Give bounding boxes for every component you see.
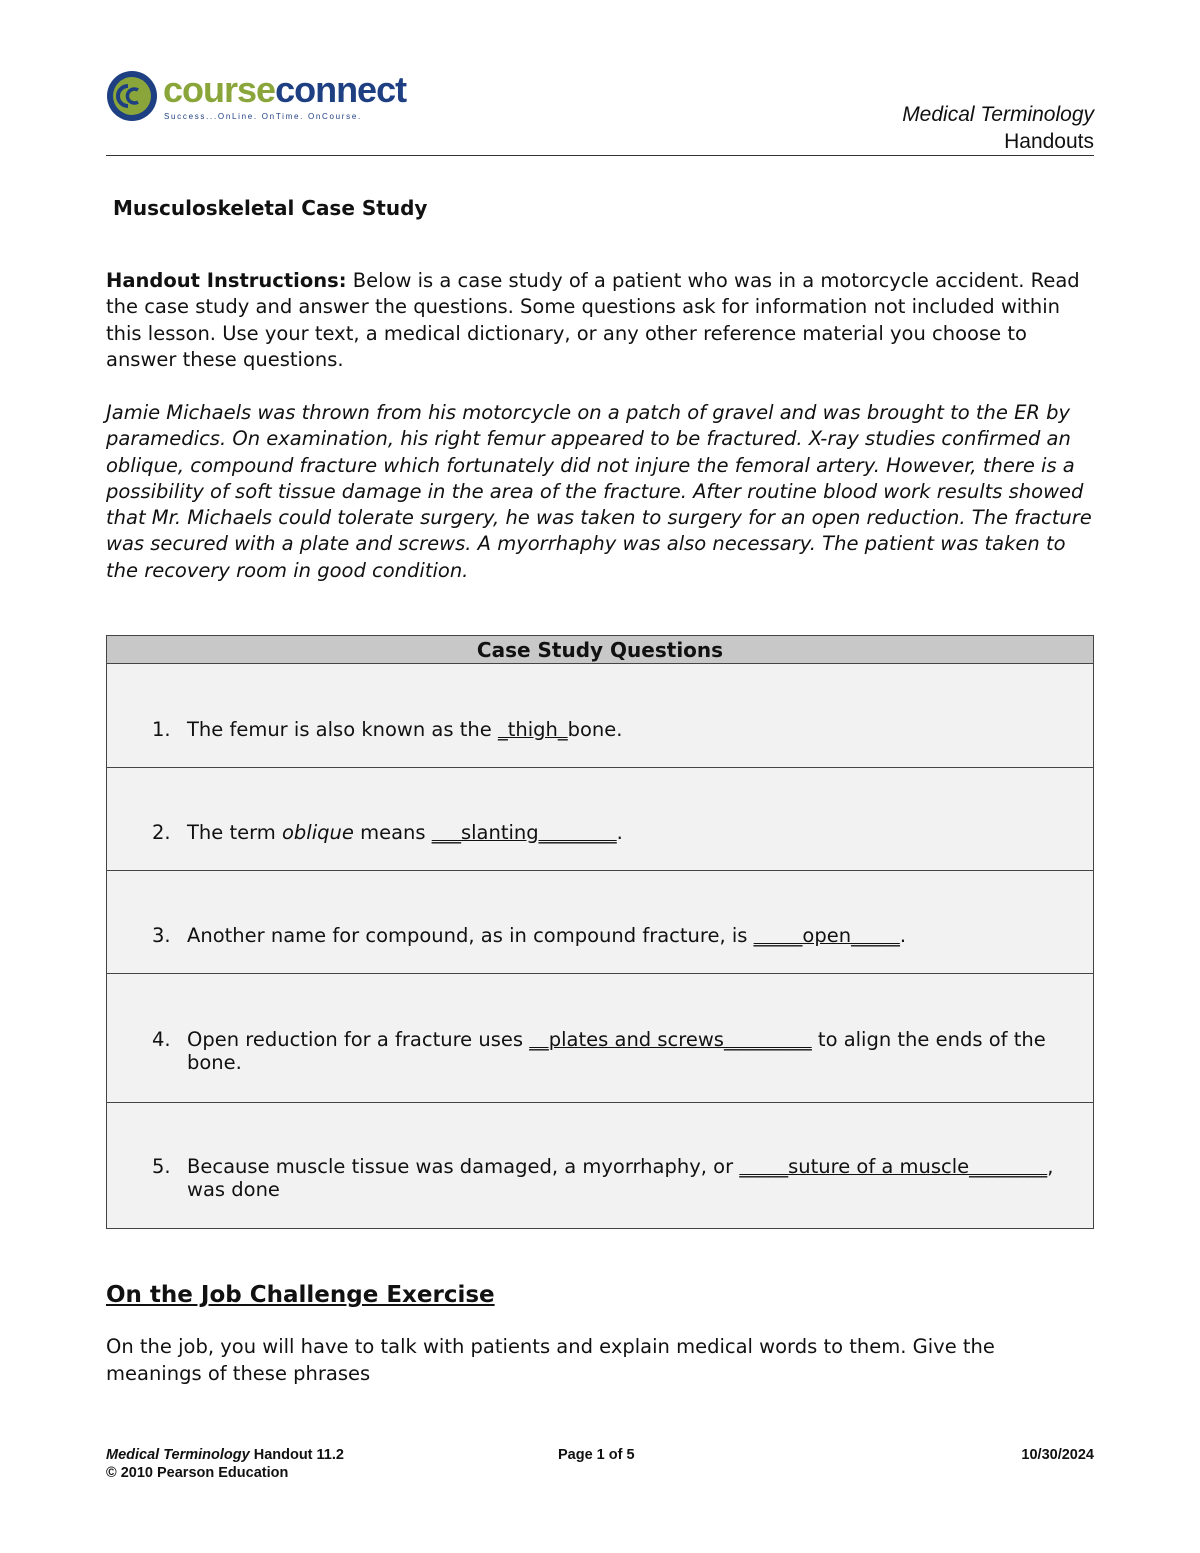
- question-text: The term oblique means ___slanting________.: [187, 821, 623, 844]
- question-text: Open reduction for a fracture uses __plates and screws_________ to align the ends of the bone.: [187, 1028, 1046, 1074]
- question-number: 3.: [152, 924, 171, 947]
- question-row-3: [107, 871, 1093, 974]
- answer-blank: _____suture of a muscle________: [739, 1155, 1048, 1178]
- question-row-2: [107, 768, 1093, 871]
- logo-wordmark: courseconnect: [163, 69, 407, 110]
- question-row-1: [107, 664, 1093, 768]
- question-text: The femur is also known as the _thigh_bone.: [187, 718, 623, 741]
- question-text: Another name for compound, as in compound fracture, is _____open_____.: [187, 924, 907, 947]
- footer-copyright: © 2010 Pearson Education: [106, 1465, 289, 1481]
- question-text: Because muscle tissue was damaged, a myorrhaphy, or _____suture of a muscle________, was done: [187, 1155, 1054, 1201]
- document-type: Handouts: [1004, 130, 1094, 153]
- question-number: 2.: [152, 821, 171, 844]
- case-study-questions-table: [106, 635, 1094, 1229]
- footer-handout-id: Medical Terminology Handout 11.2: [106, 1447, 344, 1463]
- page-title: Musculoskeletal Case Study: [113, 196, 428, 220]
- logo-tagline: Success...OnLine. OnTime. OnCourse.: [164, 112, 362, 121]
- question-row-4: [107, 974, 1093, 1103]
- answer-blank: ___slanting________: [431, 821, 617, 844]
- challenge-text: On the job, you will have to talk with patients and explain medical words to them. Give the meanings of these phrases: [106, 1335, 995, 1385]
- answer-blank: _____open_____: [753, 924, 900, 947]
- logo-emblem-icon: [106, 70, 158, 122]
- answer-blank: __plates and screws_________: [529, 1028, 812, 1051]
- table-heading: Case Study Questions: [107, 636, 1093, 664]
- handout-instructions: [106, 268, 1096, 373]
- header-divider: [106, 155, 1094, 156]
- instructions-text: Below is a case study of a patient who was in a motorcycle accident. Read the case study and answer the questions. Some questions ask for information not included within this lesson. Use your text, a medical dictionary, or any other reference material you choose to answer these questions.: [106, 269, 1080, 371]
- question-number: 4.: [152, 1028, 171, 1051]
- course-connect-logo: [106, 68, 407, 126]
- instructions-label: Handout Instructions:: [106, 269, 347, 292]
- footer-date: 10/30/2024: [1021, 1447, 1094, 1463]
- question-row-5: [107, 1103, 1093, 1228]
- course-title: Medical Terminology: [902, 103, 1094, 126]
- footer-page-number: Page 1 of 5: [558, 1447, 635, 1463]
- question-number: 1.: [152, 718, 171, 741]
- question-number: 5.: [152, 1155, 171, 1178]
- answer-blank: _thigh_: [497, 718, 568, 741]
- challenge-heading: On the Job Challenge Exercise: [106, 1282, 495, 1308]
- case-study-text: Jamie Michaels was thrown from his motorcycle on a patch of gravel and was brought to the ER by paramedics. On examination, his right femur appeared to be fractured. X-ray studies confirmed an oblique, compound fracture which fortunately did not injure the femoral artery. However, there is a possibility of soft tissue damage in the area of the fracture. After routine blood work results showed that Mr. Michaels could tolerate surgery, he was taken to surgery for an open reduction. The fracture was secured with a plate and screws. A myorrhaphy was also necessary. The patient was taken to the recovery room in good condition.: [106, 401, 1092, 582]
